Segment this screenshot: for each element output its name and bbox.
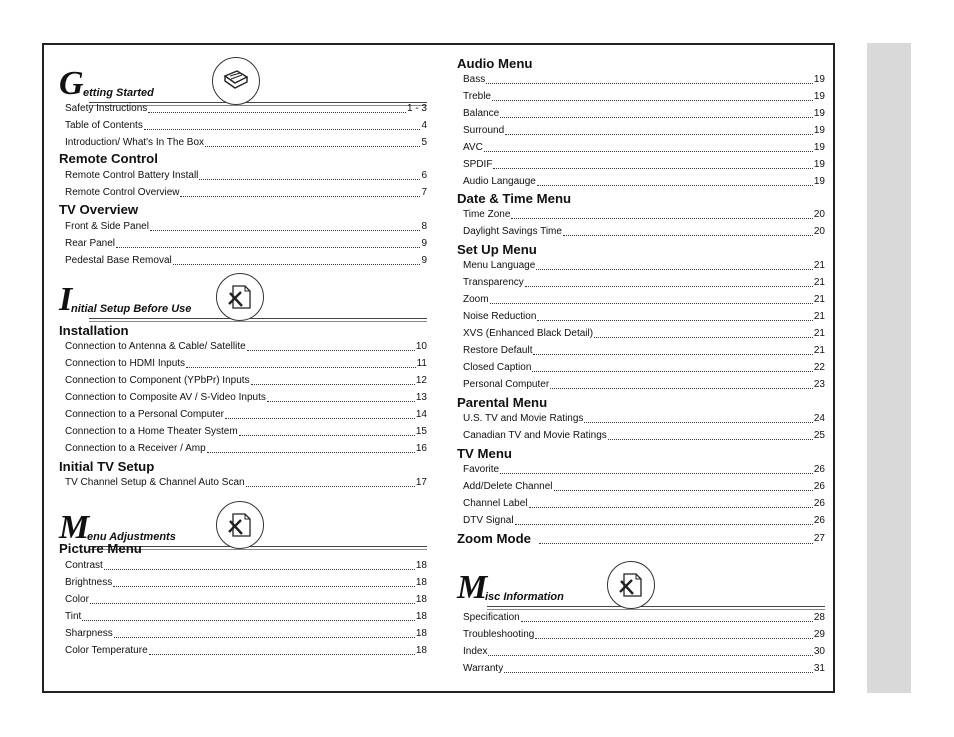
toc-entry[interactable]: Add/Delete Channel 26 bbox=[463, 481, 825, 492]
toc-entry[interactable]: Daylight Savings Time 20 bbox=[463, 226, 825, 237]
toc-entry[interactable]: Remote Control Overview 7 bbox=[65, 187, 427, 198]
toc-entry[interactable]: Warranty 31 bbox=[463, 663, 825, 674]
book-icon bbox=[212, 57, 260, 105]
toc-entry[interactable]: Connection to a Receiver / Amp 16 bbox=[65, 443, 427, 454]
section-heading-set-up-menu: Set Up Menu bbox=[457, 242, 537, 257]
tools-document-icon bbox=[216, 501, 264, 549]
section-heading-tv-overview: TV Overview bbox=[59, 202, 139, 217]
banner-initial: I bbox=[59, 281, 73, 318]
banner-initial: G bbox=[59, 65, 84, 102]
toc-entry[interactable]: Noise Reduction 21 bbox=[463, 311, 825, 322]
toc-entry[interactable]: Channel Label 26 bbox=[463, 498, 825, 509]
toc-entry[interactable]: Front & Side Panel 8 bbox=[65, 221, 427, 232]
section-heading-tv-menu: TV Menu bbox=[457, 446, 512, 461]
banner-initial: M bbox=[59, 509, 90, 546]
section-heading-picture-menu: Picture Menu bbox=[59, 541, 142, 556]
toc-entry[interactable]: Time Zone 20 bbox=[463, 209, 825, 220]
toc-entry[interactable]: Introduction/ What's In The Box 5 bbox=[65, 137, 427, 148]
toc-entry[interactable]: Favorite 26 bbox=[463, 464, 825, 475]
toc-entry[interactable]: Color Temperature 18 bbox=[65, 645, 427, 656]
toc-entry-zoom-mode[interactable]: Zoom Mode 27 bbox=[457, 531, 825, 546]
toc-entry[interactable]: DTV Signal 26 bbox=[463, 515, 825, 526]
side-tab-strip bbox=[867, 43, 911, 693]
section-heading-installation: Installation bbox=[59, 323, 129, 338]
toc-entry[interactable]: Safety Instructions 1 - 3 bbox=[65, 103, 427, 114]
toc-entry[interactable]: Color 18 bbox=[65, 594, 427, 605]
toc-entry[interactable]: AVC 19 bbox=[463, 142, 825, 153]
banner-initial: M bbox=[457, 569, 488, 606]
toc-entry[interactable]: Connection to a Personal Computer 14 bbox=[65, 409, 427, 420]
toc-entry[interactable]: Canadian TV and Movie Ratings 25 bbox=[463, 430, 825, 441]
toc-entry[interactable]: Connection to Antenna & Cable/ Satellite 10 bbox=[65, 341, 427, 352]
table-of-contents bbox=[42, 43, 835, 693]
section-heading-parental-menu: Parental Menu bbox=[457, 395, 548, 410]
toc-entry[interactable]: Brightness 18 bbox=[65, 577, 427, 588]
toc-entry[interactable]: Sharpness 18 bbox=[65, 628, 427, 639]
toc-entry[interactable]: Audio Langauge 19 bbox=[463, 176, 825, 187]
toc-entry[interactable]: Balance 19 bbox=[463, 108, 825, 119]
toc-entry[interactable]: Specification 28 bbox=[463, 612, 825, 623]
section-heading-audio-menu: Audio Menu bbox=[457, 56, 533, 71]
toc-entry[interactable]: Bass 19 bbox=[463, 74, 825, 85]
toc-entry[interactable]: Zoom 21 bbox=[463, 294, 825, 305]
toc-entry[interactable]: Rear Panel 9 bbox=[65, 238, 427, 249]
section-heading-date-time-menu: Date & Time Menu bbox=[457, 191, 572, 206]
banner-title: enu Adjustments bbox=[87, 531, 176, 543]
section-heading-remote-control: Remote Control bbox=[59, 151, 158, 166]
toc-entry[interactable]: Contrast 18 bbox=[65, 560, 427, 571]
toc-entry[interactable]: U.S. TV and Movie Ratings 24 bbox=[463, 413, 825, 424]
banner-title: nitial Setup Before Use bbox=[71, 303, 192, 315]
toc-entry[interactable]: Surround 19 bbox=[463, 125, 825, 136]
toc-entry[interactable]: Connection to HDMI Inputs 11 bbox=[65, 358, 427, 369]
toc-entry[interactable]: XVS (Enhanced Black Detail) 21 bbox=[463, 328, 825, 339]
toc-entry[interactable]: Table of Contents 4 bbox=[65, 120, 427, 131]
getting-started-banner bbox=[59, 57, 427, 103]
toc-entry[interactable]: Closed Caption 22 bbox=[463, 362, 825, 373]
toc-entry[interactable]: Transparency 21 bbox=[463, 277, 825, 288]
tools-document-icon bbox=[216, 273, 264, 321]
tools-document-icon bbox=[607, 561, 655, 609]
toc-entry[interactable]: SPDIF 19 bbox=[463, 159, 825, 170]
toc-entry[interactable]: Personal Computer 23 bbox=[463, 379, 825, 390]
toc-entry[interactable]: Pedestal Base Removal 9 bbox=[65, 255, 427, 266]
banner-title: isc Information bbox=[485, 591, 564, 603]
toc-entry[interactable]: Index 30 bbox=[463, 646, 825, 657]
toc-entry[interactable]: Menu Language 21 bbox=[463, 260, 825, 271]
toc-entry[interactable]: Treble 19 bbox=[463, 91, 825, 102]
toc-entry[interactable]: TV Channel Setup & Channel Auto Scan 17 bbox=[65, 477, 427, 488]
toc-entry[interactable]: Restore Default 21 bbox=[463, 345, 825, 356]
toc-entry[interactable]: Tint 18 bbox=[65, 611, 427, 622]
initial-setup-banner bbox=[59, 273, 427, 319]
toc-entry[interactable]: Remote Control Battery Install 6 bbox=[65, 170, 427, 181]
misc-information-banner bbox=[457, 561, 825, 607]
banner-title: etting Started bbox=[83, 87, 154, 99]
section-heading-initial-tv-setup: Initial TV Setup bbox=[59, 459, 155, 474]
toc-entry[interactable]: Connection to Composite AV / S-Video Inputs 13 bbox=[65, 392, 427, 403]
toc-entry[interactable]: Connection to Component (YPbPr) Inputs 12 bbox=[65, 375, 427, 386]
toc-entry[interactable]: Troubleshooting 29 bbox=[463, 629, 825, 640]
toc-entry[interactable]: Connection to a Home Theater System 15 bbox=[65, 426, 427, 437]
